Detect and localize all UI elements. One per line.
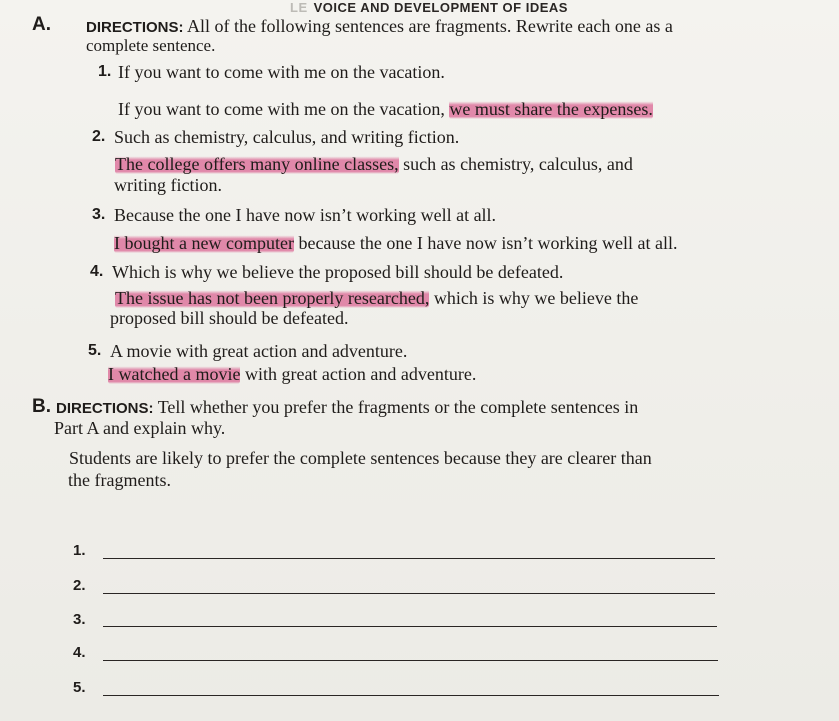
blank-4-line[interactable] [103,660,718,661]
item-5-fragment: A movie with great action and adventure. [110,341,408,361]
item-2-answer-line2: writing fiction. [114,175,222,195]
section-b-answer-line1: Students are likely to prefer the complete sentences because they are clearer than [69,448,652,468]
item-1-answer [118,99,653,120]
blank-3-line[interactable] [103,626,717,627]
page-header [290,0,590,16]
section-b-directions-line1: Tell whether you prefer the fragments or the complete sentences in [157,397,639,417]
header-title: VOICE AND DEVELOPMENT OF IDEAS [313,0,568,15]
blank-1-line[interactable] [103,558,715,559]
item-4-answer-line2: proposed bill should be defeated. [110,308,349,328]
section-a-directions-line2: complete sentence. [86,36,216,55]
item-3-number: 3. [92,206,106,223]
item-2-answer-line1 [115,154,633,175]
item-3-answer [114,233,678,254]
section-a-label: A. [32,14,51,35]
item-1-number: 1. [98,63,112,80]
item-1-fragment: If you want to come with me on the vacation. [118,62,445,82]
item-4-number: 4. [90,263,104,280]
section-b-directions [56,397,638,418]
section-a-directions-line1: All of the following sentences are fragments. Rewrite each one as a [187,16,673,36]
item-4-answer-line1 [115,288,638,309]
item-4-fragment: Which is why we believe the proposed bill should be defeated. [112,262,564,282]
header-fragment-decoration: LE [290,0,308,15]
item-4-answer-plain: which is why we believe the [429,288,639,308]
item-3-answer-highlight: I bought a new computer [114,233,294,253]
section-b-answer-line2: the fragments. [68,470,171,490]
item-2-number: 2. [92,128,106,145]
blank-2-number: 2. [73,577,86,594]
blank-2-line[interactable] [103,593,715,594]
item-5-number: 5. [88,342,102,359]
item-3-answer-plain: because the one I have now isn’t working well at all. [293,233,678,253]
item-1-answer-highlight: we must share the expenses. [449,99,653,119]
section-b-label: B. [32,396,51,417]
blank-4-number: 4. [73,644,86,661]
blank-1-number: 1. [73,542,86,559]
section-a-directions-key: DIRECTIONS: [86,19,184,36]
item-4-answer-highlight: The issue has not been properly researched, [115,288,430,308]
item-5-answer [108,364,476,385]
item-3-fragment: Because the one I have now isn’t working well at all. [114,205,497,225]
section-b-directions-line2: Part A and explain why. [54,418,226,438]
item-5-answer-plain: with great action and adventure. [240,364,477,384]
item-2-answer-plain: such as chemistry, calculus, and [398,154,633,174]
blank-3-number: 3. [73,611,86,628]
item-2-fragment: Such as chemistry, calculus, and writing fiction. [114,127,460,147]
section-b-directions-key: DIRECTIONS: [56,400,154,417]
item-1-answer-plain: If you want to come with me on the vacation, [118,99,450,119]
item-5-answer-highlight: I watched a movie [108,364,241,384]
blank-5-line[interactable] [103,695,719,696]
item-2-answer-highlight: The college offers many online classes, [115,154,399,174]
section-a-directions [86,16,673,37]
blank-5-number: 5. [73,679,86,696]
